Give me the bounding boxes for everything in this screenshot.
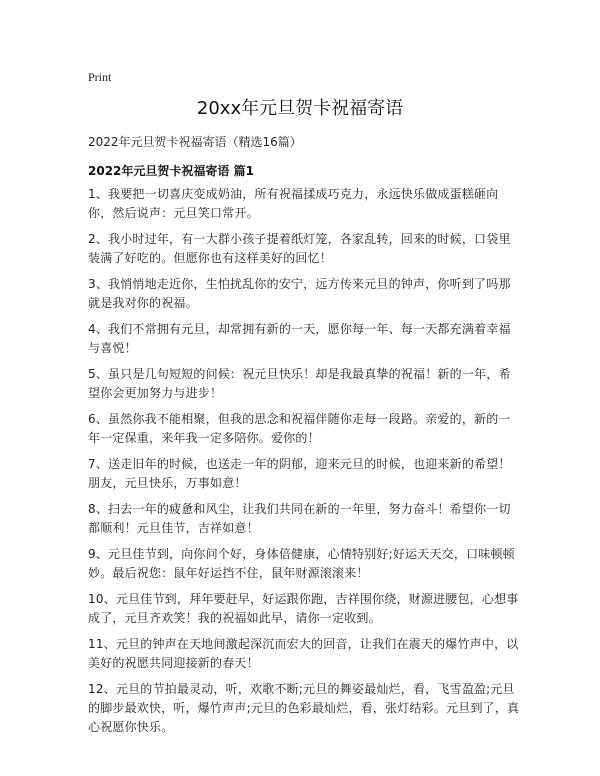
section-heading: 2022年元旦贺卡祝福寄语 篇1 xyxy=(88,164,254,178)
wish-item: 5、虽只是几句短短的问候：祝元旦快乐！却是我最真挚的祝福！新的一年，希望你会更加努力与进步！ xyxy=(88,367,511,400)
wish-item: 12、元旦的节拍最灵动，听，欢歌不断;元旦的舞姿最灿烂，看，飞雪盈盈;元旦的脚步最欢快，听，爆竹声声;元旦的色彩最灿烂，看，张灯结彩。元旦到了，真心祝愿你快乐。 xyxy=(88,682,520,734)
wish-item: 8、扫去一年的疲惫和风尘，让我们共同在新的一年里，努力奋斗！希望你一切都顺利！元旦佳节，吉祥如意！ xyxy=(88,502,511,535)
wish-item: 6、虽然你我不能相聚，但我的思念和祝福伴随你走每一段路。亲爱的，新的一年一定保重，来年我一定多陪你。爱你的！ xyxy=(88,412,511,445)
wish-item: 2、我小时过年，有一大群小孩子提着纸灯笼，各家乱转，回来的时候，口袋里装满了好吃的。但愿你也有这样美好的回忆！ xyxy=(88,232,511,265)
wish-item: 11、元旦的钟声在天地间激起深沉而宏大的回音，让我们在震天的爆竹声中，以美好的祝愿共同迎接新的春天！ xyxy=(88,637,519,670)
wish-item: 1、我要把一切喜庆变成奶油，所有祝福揉成巧克力，永远快乐做成蛋糕砸向你，然后说声：元旦笑口常开。 xyxy=(88,187,499,220)
print-label[interactable]: Print xyxy=(88,70,112,84)
wish-item: 3、我悄悄地走近你，生怕扰乱你的安宁，远方传来元旦的钟声，你听到了吗那就是我对你的祝福。 xyxy=(88,277,511,310)
page-title: 20xx年元旦贺卡祝福寄语 xyxy=(196,98,404,119)
wish-item: 10、元旦佳节到，拜年要赶早，好运跟你跑，吉祥围你绕，财源进腰包，心想事成了，元旦齐欢笑！我的祝福如此早，请你一定收到。 xyxy=(88,592,519,625)
document-subtitle: 2022年元旦贺卡祝福寄语（精选16篇） xyxy=(88,135,302,149)
wish-list xyxy=(88,185,520,744)
wish-item: 7、送走旧年的时候，也送走一年的阴郁，迎来元旦的时候，也迎来新的希望！朋友，元旦快乐，万事如意！ xyxy=(88,457,511,490)
wish-item: 9、元旦佳节到，向你问个好，身体倍健康，心情特别好;好运天天交，口味顿顿妙。最后祝您：鼠年好运挡不住，鼠年财源滚滚来！ xyxy=(88,547,515,580)
wish-item: 4、我们不常拥有元旦，却常拥有新的一天，愿你每一年、每一天都充满着幸福与喜悦！ xyxy=(88,322,511,355)
